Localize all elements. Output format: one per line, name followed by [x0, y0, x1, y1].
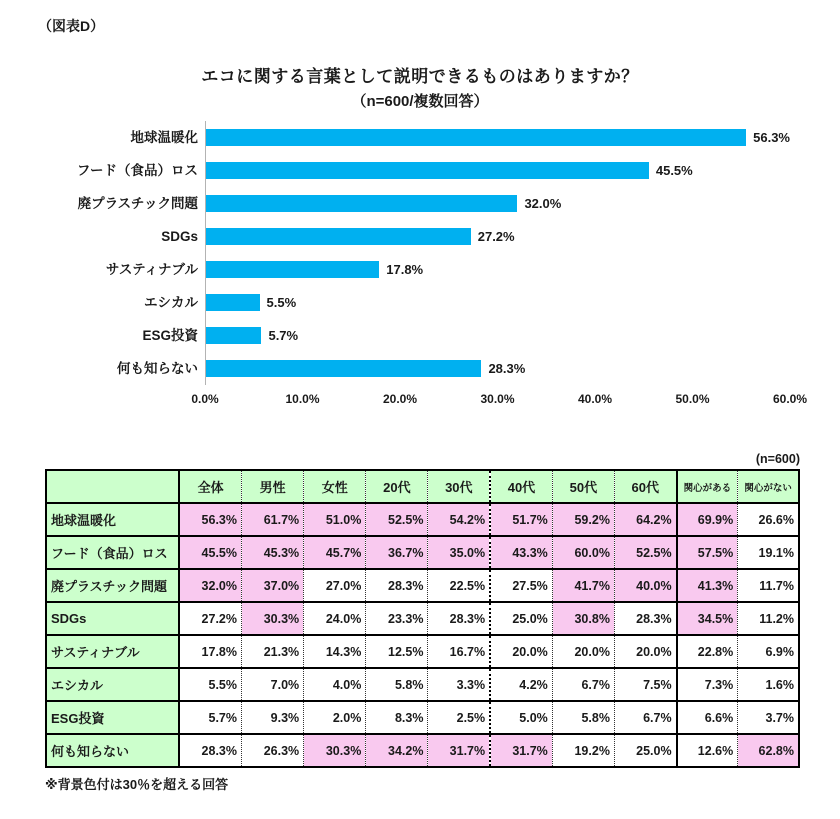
table-header-cell: 50代: [552, 470, 614, 503]
axis-tick-label: 20.0%: [382, 392, 418, 406]
bar-row: [206, 319, 790, 352]
table-row: [46, 569, 799, 602]
bar-value-label: 27.2%: [477, 229, 515, 244]
table-cell: 28.3%: [614, 602, 676, 635]
bar-value-label: 45.5%: [655, 163, 693, 178]
table-cell: 7.3%: [677, 668, 738, 701]
table-cell: 19.2%: [552, 734, 614, 767]
table-row: [46, 536, 799, 569]
table-header-cell: 60代: [614, 470, 676, 503]
axis-tick-label: 0.0%: [191, 392, 219, 406]
table-cell: 59.2%: [552, 503, 614, 536]
table-cell: 5.7%: [179, 701, 241, 734]
category-label: ESG投資: [142, 328, 198, 343]
table-row-label: 何も知らない: [46, 734, 179, 767]
bar: [206, 294, 260, 311]
bar: [206, 327, 261, 344]
table-row-label: フード（食品）ロス: [46, 536, 179, 569]
table-header-cell: 関心がない: [738, 470, 799, 503]
table-cell: 31.7%: [490, 734, 552, 767]
table-cell: 7.0%: [242, 668, 304, 701]
table-cell: 35.0%: [428, 536, 490, 569]
category-label: サスティナブル: [105, 262, 198, 277]
table-cell: 3.3%: [428, 668, 490, 701]
table-cell: 30.8%: [552, 602, 614, 635]
axis-tick-label: 40.0%: [577, 392, 613, 406]
table-cell: 23.3%: [366, 602, 428, 635]
table-cell: 27.2%: [179, 602, 241, 635]
table-cell: 40.0%: [614, 569, 676, 602]
table-header-cell: 20代: [366, 470, 428, 503]
bar-row: [206, 121, 790, 154]
table-cell: 28.3%: [428, 602, 490, 635]
table-cell: 8.3%: [366, 701, 428, 734]
table-row: [46, 701, 799, 734]
table-body: [46, 503, 799, 767]
table-cell: 60.0%: [552, 536, 614, 569]
table-cell: 41.3%: [677, 569, 738, 602]
table-cell: 25.0%: [614, 734, 676, 767]
chart-plot-area: [205, 121, 790, 385]
bar: [206, 129, 746, 146]
table-cell: 4.0%: [304, 668, 366, 701]
bar-row: [206, 253, 790, 286]
table-cell: 43.3%: [490, 536, 552, 569]
table-cell: 27.5%: [490, 569, 552, 602]
table-cell: 22.8%: [677, 635, 738, 668]
table-cell: 37.0%: [242, 569, 304, 602]
table-cell: 51.0%: [304, 503, 366, 536]
bar-value-label: 56.3%: [753, 130, 790, 145]
table-row-label: SDGs: [46, 602, 179, 635]
bar-value-label: 17.8%: [386, 262, 424, 277]
table-cell: 5.8%: [552, 701, 614, 734]
table-cell: 61.7%: [242, 503, 304, 536]
chart-category-labels: [40, 121, 205, 385]
table-cell: 12.6%: [677, 734, 738, 767]
table-cell: 62.8%: [738, 734, 799, 767]
table-row: [46, 602, 799, 635]
bar: [206, 195, 517, 212]
axis-tick-label: 60.0%: [772, 392, 808, 406]
table-cell: 1.6%: [738, 668, 799, 701]
table-cell: 6.7%: [552, 668, 614, 701]
axis-tick-label: 30.0%: [480, 392, 515, 406]
table-header-cell: 30代: [428, 470, 490, 503]
table-cell: 64.2%: [614, 503, 676, 536]
bar-row: [206, 352, 790, 385]
table-cell: 69.9%: [677, 503, 738, 536]
table-cell: 26.3%: [242, 734, 304, 767]
table-row-label: 地球温暖化: [46, 503, 179, 536]
table-cell: 26.6%: [738, 503, 799, 536]
bar-value-label: 5.5%: [266, 295, 297, 310]
table-cell: 20.0%: [614, 635, 676, 668]
table-cell: 30.3%: [304, 734, 366, 767]
table-cell: 11.7%: [738, 569, 799, 602]
table-cell: 30.3%: [242, 602, 304, 635]
bar: [206, 162, 649, 179]
table-n-note: (n=600): [755, 452, 800, 466]
table-row: [46, 503, 799, 536]
axis-tick-label: 10.0%: [285, 392, 320, 406]
table-cell: 31.7%: [428, 734, 490, 767]
table-cell: 2.0%: [304, 701, 366, 734]
table-cell: 21.3%: [242, 635, 304, 668]
table-cell: 7.5%: [614, 668, 676, 701]
table-cell: 52.5%: [366, 503, 428, 536]
bar-row: [206, 286, 790, 319]
bar-value-label: 5.7%: [268, 328, 299, 343]
table-cell: 56.3%: [179, 503, 241, 536]
table-cell: 6.6%: [677, 701, 738, 734]
chart-subtitle: （n=600/複数回答）: [351, 93, 489, 110]
table-cell: 5.0%: [490, 701, 552, 734]
table-footnote: ※背景色付は30％を超える回答: [45, 777, 229, 792]
chart-x-axis: [191, 388, 808, 412]
table-cell: 20.0%: [490, 635, 552, 668]
bar: [206, 228, 471, 245]
table-cell: 9.3%: [242, 701, 304, 734]
category-label: 何も知らない: [117, 361, 198, 376]
category-label: SDGs: [161, 229, 198, 244]
table-header-cell: 女性: [304, 470, 366, 503]
table-header-cell: 40代: [490, 470, 552, 503]
table-cell: 34.5%: [677, 602, 738, 635]
figure-label: （図表D）: [38, 18, 105, 34]
table-cell: 57.5%: [677, 536, 738, 569]
table-cell: 17.8%: [179, 635, 241, 668]
bar-row: [206, 154, 790, 187]
table-header-cell: 全体: [179, 470, 241, 503]
table-cell: 32.0%: [179, 569, 241, 602]
table-cell: 19.1%: [738, 536, 799, 569]
table-cell: 36.7%: [366, 536, 428, 569]
category-label: 廃プラスチック問題: [77, 196, 198, 211]
category-label: 地球温暖化: [130, 130, 198, 145]
table-cell: 28.3%: [179, 734, 241, 767]
table-head: [46, 470, 799, 503]
table-row: [46, 668, 799, 701]
bar-value-label: 32.0%: [524, 196, 562, 211]
table-row: [46, 734, 799, 767]
table-cell: 54.2%: [428, 503, 490, 536]
bar-value-label: 28.3%: [488, 361, 526, 376]
table-header-cell: 男性: [242, 470, 304, 503]
table-cell: 52.5%: [614, 536, 676, 569]
table-cell: 5.5%: [179, 668, 241, 701]
table-row-label: エシカル: [46, 668, 179, 701]
table-cell: 24.0%: [304, 602, 366, 635]
table-cell: 45.5%: [179, 536, 241, 569]
table-cell: 41.7%: [552, 569, 614, 602]
category-label: エシカル: [144, 295, 198, 310]
bar-chart: [40, 121, 840, 385]
table-cell: 16.7%: [428, 635, 490, 668]
table-cell: 6.7%: [614, 701, 676, 734]
table-cell: 45.3%: [242, 536, 304, 569]
chart-title: エコに関する言葉として説明できるものはありますか？: [201, 67, 639, 86]
table-row-label: ESG投資: [46, 701, 179, 734]
category-label: フード（食品）ロス: [76, 163, 198, 178]
table-corner-cell: [46, 470, 179, 503]
table-cell: 27.0%: [304, 569, 366, 602]
table-cell: 22.5%: [428, 569, 490, 602]
table-header-row: [46, 470, 799, 503]
table-cell: 14.3%: [304, 635, 366, 668]
bar-row: [206, 187, 790, 220]
table-cell: 2.5%: [428, 701, 490, 734]
table-cell: 6.9%: [738, 635, 799, 668]
table-cell: 28.3%: [366, 569, 428, 602]
table-cell: 4.2%: [490, 668, 552, 701]
bar: [206, 360, 481, 377]
table-cell: 12.5%: [366, 635, 428, 668]
table-cell: 11.2%: [738, 602, 799, 635]
table-cell: 34.2%: [366, 734, 428, 767]
table-cell: 20.0%: [552, 635, 614, 668]
table-cell: 5.8%: [366, 668, 428, 701]
axis-tick-label: 50.0%: [675, 392, 710, 406]
table-header-cell: 関心がある: [677, 470, 738, 503]
bar-row: [206, 220, 790, 253]
table-cell: 51.7%: [490, 503, 552, 536]
bar: [206, 261, 379, 278]
table-cell: 25.0%: [490, 602, 552, 635]
table-row-label: サスティナブル: [46, 635, 179, 668]
table-row: [46, 635, 799, 668]
results-table: [45, 469, 800, 768]
table-cell: 45.7%: [304, 536, 366, 569]
table-row-label: 廃プラスチック問題: [46, 569, 179, 602]
table-cell: 3.7%: [738, 701, 799, 734]
